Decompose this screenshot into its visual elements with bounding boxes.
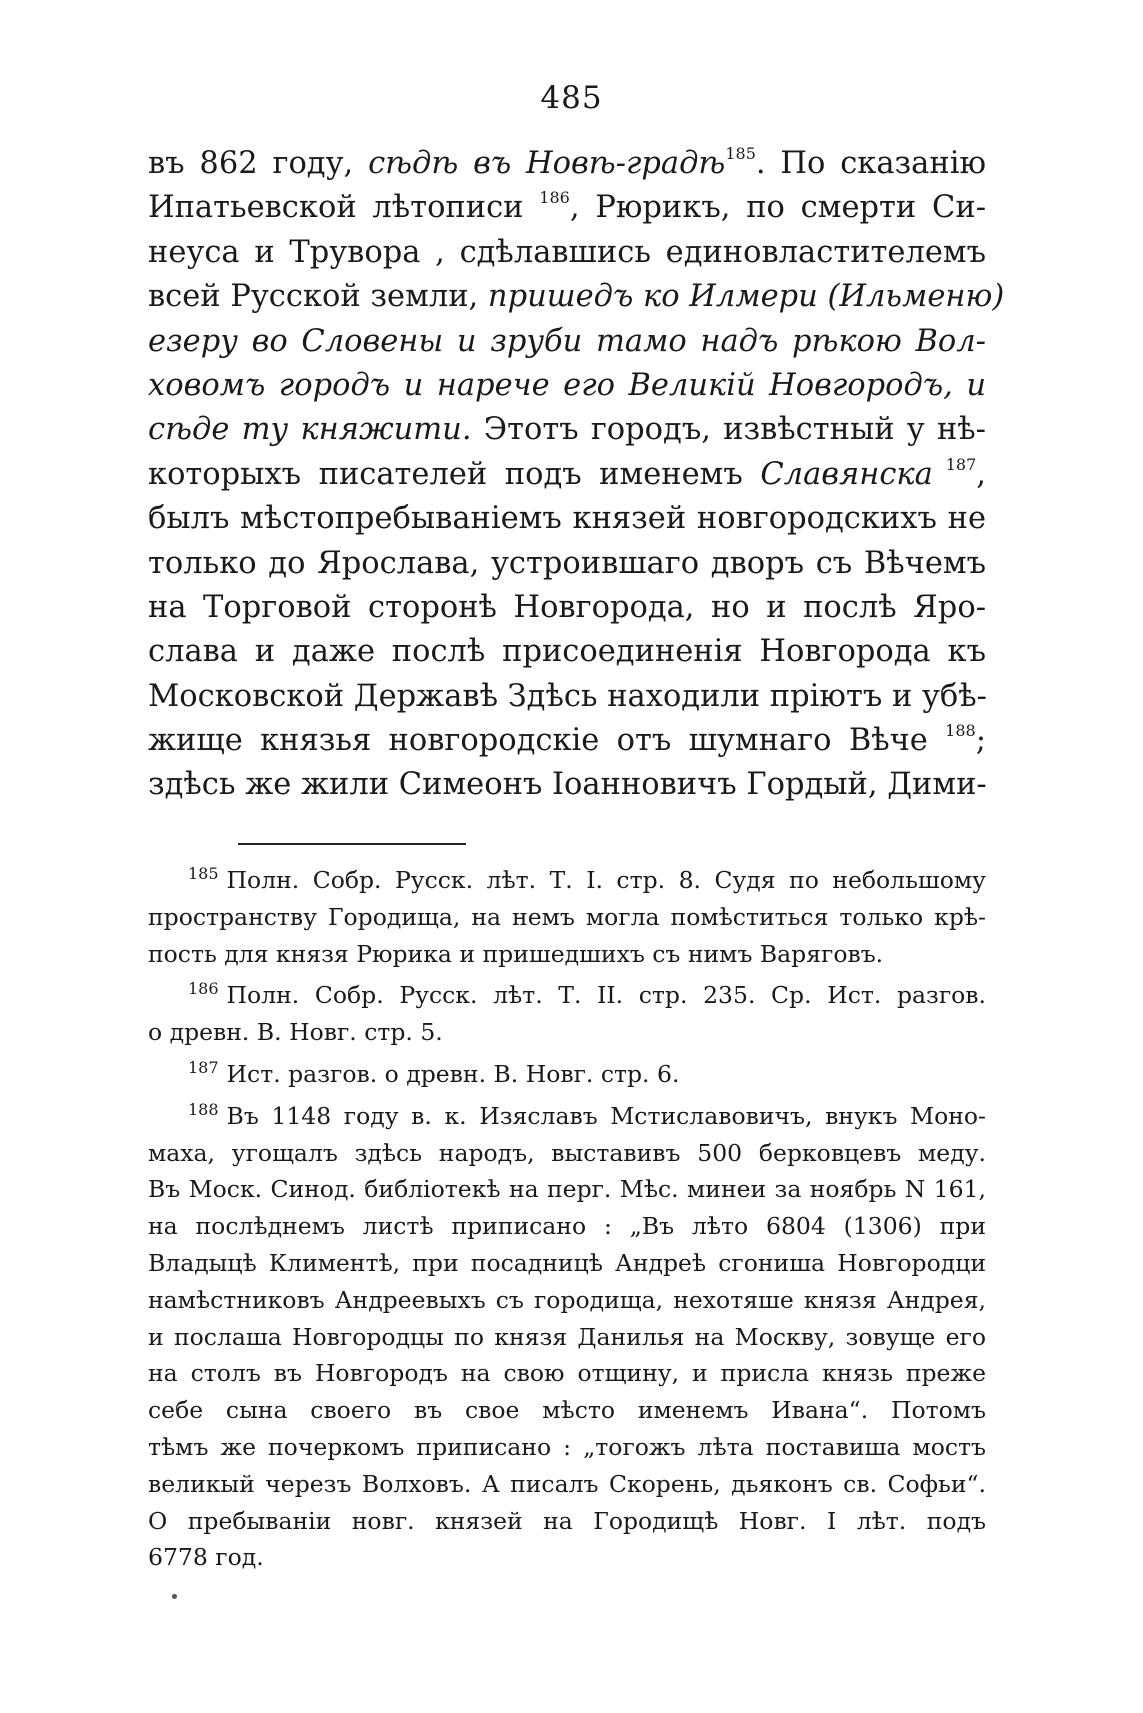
text-line xyxy=(148,186,986,230)
footnote-text: великый черезъ Волховъ. А писалъ Скорень, дьяконъ св. Софьи“. xyxy=(148,1469,986,1498)
text-run: неуса и Трувора , сдѣлавшись единовластителемъ xyxy=(148,234,986,270)
footnote-number: 187 xyxy=(188,1057,219,1077)
footnote-text: Въ Моск. Синод. библіотекѣ на перг. Мѣс. минеи за ноябрь N 161, xyxy=(148,1175,986,1204)
text-line xyxy=(148,408,986,452)
footnote-divider xyxy=(238,843,466,845)
text-run: . По сказанію xyxy=(755,146,986,181)
footnote-text: Полн. Собр. Русск. лѣт. Т. II. стр. 235. Ср. Ист. разгов. xyxy=(226,981,986,1010)
footnote-line xyxy=(148,936,986,973)
footnote-text: и послаша Новгородцы по князя Данилья на Москву, зовуще его xyxy=(148,1322,986,1351)
footnote-ref: 186 xyxy=(539,188,570,208)
footnote-text: себе сына своего въ свое мѣсто именемъ Ивана“. Потомъ xyxy=(148,1396,986,1425)
footnote-line xyxy=(148,899,986,936)
text-run: Этотъ городъ, извѣстный у нѣ- xyxy=(471,412,986,448)
footnote xyxy=(148,862,986,972)
text-line xyxy=(148,320,986,364)
text-run: всей Русской земли, xyxy=(148,279,488,315)
footnote-text: О пребываніи новг. князей на Городищѣ Новг. I лѣт. подъ xyxy=(148,1506,986,1535)
footnote-text: тѣмъ же почеркомъ приписано : „тогожъ лѣта поставиша мостъ xyxy=(148,1432,986,1461)
print-speck xyxy=(172,1594,177,1599)
footnote-text: Полн. Собр. Русск. лѣт. Т. I. стр. 8. Судя по небольшому xyxy=(226,866,986,894)
footnote-line xyxy=(148,1282,986,1319)
text-run: слава и даже послѣ присоединенія Новгорода къ xyxy=(148,634,986,670)
text-run: , xyxy=(976,456,986,492)
footnote-number: 186 xyxy=(188,979,219,999)
footnote-line xyxy=(148,1539,986,1576)
text-line xyxy=(148,453,986,497)
footnote-line xyxy=(148,1392,986,1429)
footnote-text: маха, угощалъ здѣсь народъ, выставивъ 500 берковцевъ меду. xyxy=(148,1138,986,1167)
footnote-text: на послѣднемъ листѣ приписано : „Въ лѣто 6804 (1306) при xyxy=(148,1212,986,1241)
footnote-line xyxy=(148,1245,986,1282)
footnote-line xyxy=(148,1098,986,1135)
text-run: былъ мѣстопребываніемъ князей новгородскихъ не xyxy=(148,501,986,537)
footnote-line xyxy=(148,1056,986,1093)
footnote xyxy=(148,977,986,1051)
text-line xyxy=(148,719,986,763)
footnote-line xyxy=(148,1429,986,1466)
footnote-text: намѣстниковъ Андреевыхъ съ городища, нехотяше князя Андрея, xyxy=(148,1285,986,1314)
footnote-ref: 187 xyxy=(932,454,977,474)
text-line xyxy=(148,142,986,186)
text-run: въ 862 году, xyxy=(148,146,369,181)
footnote-line xyxy=(148,1319,986,1356)
footnote-ref: 188 xyxy=(945,721,976,741)
text-run: ховомъ городъ и нарече его Великій Новгородъ, и xyxy=(148,367,986,403)
footnote-ref: 185 xyxy=(725,144,756,163)
footnote-text: пость для князя Рюрика и пришедшихъ съ нимъ Варяговъ. xyxy=(148,939,884,968)
text-run: только до Ярослава, устроившаго дворъ съ Вѣчемъ xyxy=(148,545,986,581)
text-line xyxy=(148,542,986,586)
text-run: , Рюрикъ, по смерти Си- xyxy=(569,190,987,226)
text-run: пришедъ ко Илмери (Ильменю) xyxy=(487,279,1005,315)
text-run: которыхъ писателей подъ именемъ xyxy=(148,456,761,492)
footnote-text: на столъ въ Новгородъ на свою отщину, и присла князь преже xyxy=(148,1359,986,1388)
footnote-line xyxy=(148,1014,986,1051)
footnote-text: Владыцѣ Климентѣ, при посадницѣ Андреѣ сгониша Новгородци xyxy=(148,1248,986,1277)
text-line xyxy=(148,586,986,630)
text-run: сѣдѣ въ Новѣ-градѣ xyxy=(368,146,726,181)
text-run: Славянска xyxy=(760,456,933,492)
text-run: здѣсь же жили Симеонъ Іоанновичъ Гордый, Дими- xyxy=(148,767,987,803)
text-line xyxy=(148,630,986,674)
footnote-number: 188 xyxy=(188,1099,219,1119)
footnote-line xyxy=(148,1355,986,1392)
text-run: на Торговой сторонѣ Новгорода, но и послѣ Яро- xyxy=(148,589,986,625)
text-run: ; xyxy=(975,723,986,759)
footnote xyxy=(148,1098,986,1576)
text-line xyxy=(148,675,986,719)
footnote-text: 6778 год. xyxy=(148,1543,264,1572)
text-line xyxy=(148,275,1005,319)
footnote-line xyxy=(148,1135,986,1172)
footnote-line xyxy=(148,1466,986,1503)
text-run: сѣде ту княжити. xyxy=(148,412,472,448)
footnote-text: пространству Городища, на немъ могла помѣститься только крѣ- xyxy=(148,902,986,931)
text-run: езеру во Словены и зруби тамо надъ рѣкою Вол- xyxy=(148,323,986,359)
footnote-number: 185 xyxy=(188,864,219,883)
text-run: жище князья новгородскіе отъ шумнаго Вѣче xyxy=(148,723,946,759)
footnote xyxy=(148,1056,986,1093)
footnotes xyxy=(148,862,986,1581)
text-line xyxy=(148,231,986,275)
footnote-line xyxy=(148,862,986,899)
text-line xyxy=(148,497,986,541)
footnote-text: о древн. В. Новг. стр. 5. xyxy=(148,1018,443,1047)
footnote-line xyxy=(148,1171,986,1208)
footnote-line xyxy=(148,1208,986,1245)
page-number: 485 xyxy=(540,80,603,116)
footnote-text: Въ 1148 году в. к. Изяславъ Мстиславовичъ, внукъ Моно- xyxy=(226,1101,986,1130)
footnote-text: Ист. разгов. о древн. В. Новг. стр. 6. xyxy=(226,1059,680,1088)
text-line xyxy=(148,763,986,807)
footnote-line xyxy=(148,977,986,1014)
main-text xyxy=(148,142,1005,808)
text-run: Московской Державѣ Здѣсь находили пріютъ и убѣ- xyxy=(148,678,987,714)
text-line xyxy=(148,364,986,408)
text-run: Ипатьевской лѣтописи xyxy=(148,190,540,226)
footnote-line xyxy=(148,1503,986,1540)
